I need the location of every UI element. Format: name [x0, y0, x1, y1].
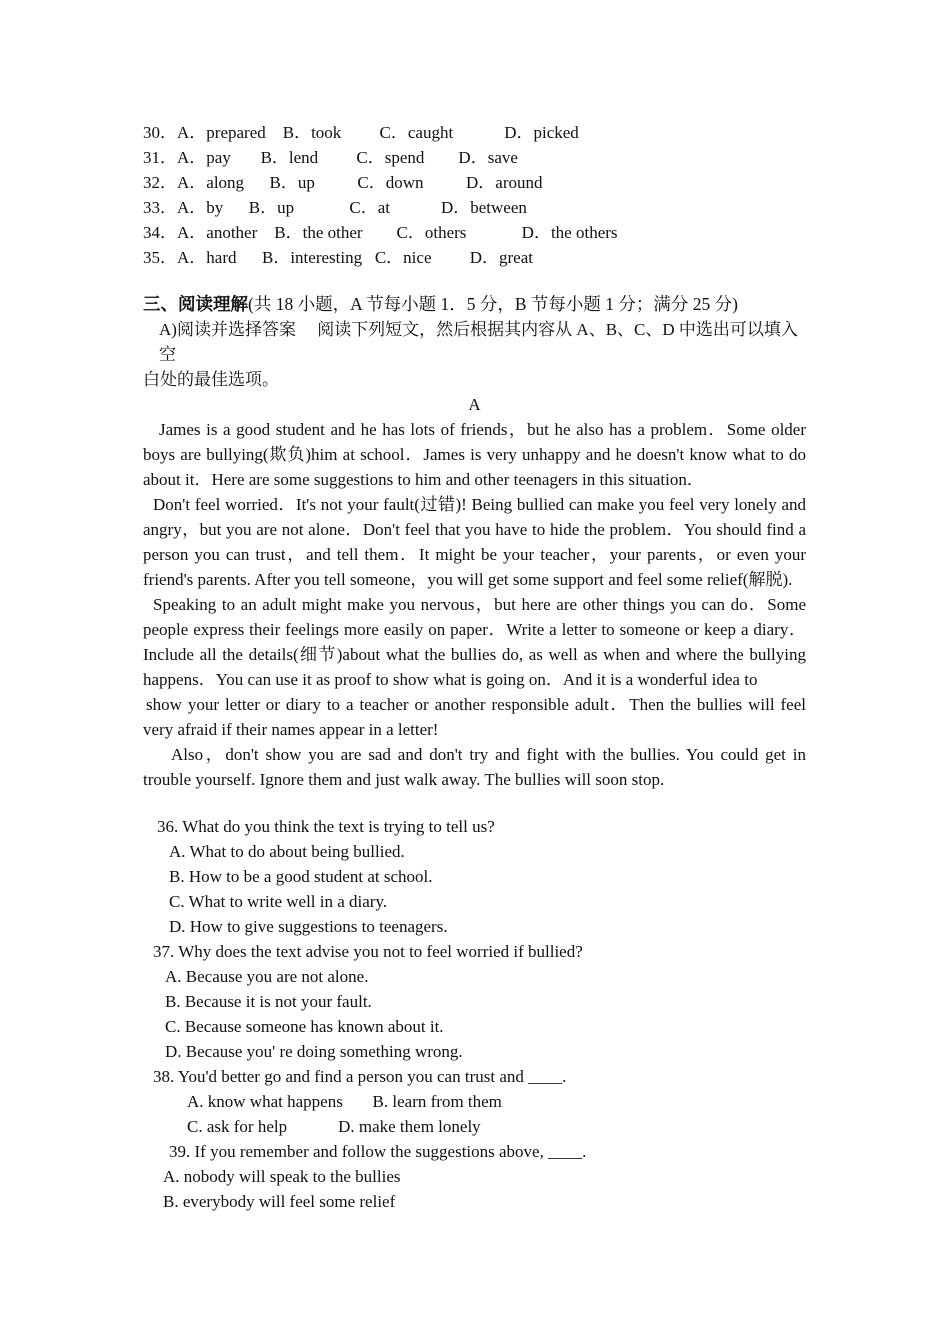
cloze-options-block [143, 120, 806, 270]
question-36-option-a: A. What to do about being bullied. [169, 842, 405, 861]
question-38-options-cd: C. ask for help D. make them lonely [187, 1117, 481, 1136]
section-instructions-line-1: A)阅读并选择答案 阅读下列短文，然后根据其内容从 A、B、C、D 中选出可以填入空 [159, 320, 798, 364]
section-instructions-line-2: 白处的最佳选项。 [143, 370, 279, 389]
passage-paragraph-3: Speaking to an adult might make you nervous，but here are other things you can do．Some people express their feelings more easily on paper．Write a letter to someone or keep a diary．Include all the details(细节)about what the bullies do, as well as when and where the bullying happens．You can use it as proof to show what is going on．And it is a wonderful idea to [143, 595, 806, 689]
comprehension-questions-block [143, 814, 806, 1214]
cloze-option-line-30: 30．A．prepared B．took C．caught D．picked [143, 123, 579, 142]
passage-paragraph-5: Also，don't show you are sad and don't try and fight with the bullies. You could get in trouble yourself. Ignore them and just walk away. The bullies will soon stop. [143, 745, 806, 789]
passage-paragraph-2: Don't feel worried．It's not your fault(过错)! Being bullied can make you feel very lonely and angry，but you are not alone．Don't feel that you have to hide the problem．You should find a person you can trust，and tell them．It might be your teacher，your parents，or even your friend's parents. After you tell someone，you will get some support and feel some relief(解脱). [143, 495, 806, 589]
passage-label: A [468, 395, 481, 414]
question-37-option-d: D. Because you' re doing something wrong. [165, 1042, 463, 1061]
section-heading-bold: 三、阅读理解 [143, 294, 248, 314]
cloze-option-line-31: 31．A．pay B．lend C．spend D．save [143, 148, 518, 167]
question-36-option-d: D. How to give suggestions to teenagers. [169, 917, 448, 936]
cloze-option-line-33: 33．A．by B．up C．at D．between [143, 198, 527, 217]
question-37: 37. Why does the text advise you not to feel worried if bullied? [153, 942, 583, 961]
question-38: 38. You'd better go and find a person you can trust and ____. [153, 1067, 567, 1086]
question-37-option-b: B. Because it is not your fault. [165, 992, 372, 1011]
question-36-option-c: C. What to write well in a diary. [169, 892, 388, 911]
question-39-option-b: B. everybody will feel some relief [163, 1192, 396, 1211]
question-39: 39. If you remember and follow the suggestions above, ____. [169, 1142, 587, 1161]
question-36: 36. What do you think the text is trying to tell us? [157, 817, 495, 836]
passage-paragraph-1: James is a good student and he has lots of friends，but he also has a problem．Some older boys are bullying(欺负)him at school．James is very unhappy and he doesn't know what to do about it．Here are some suggestions to him and other teenagers in this situation． [143, 420, 806, 489]
question-37-option-c: C. Because someone has known about it. [165, 1017, 444, 1036]
question-39-option-a: A. nobody will speak to the bullies [163, 1167, 401, 1186]
section-heading-rest: (共 18 小题，A 节每小题 1．5 分，B 节每小题 1 分；满分 25 分) [248, 294, 738, 314]
cloze-option-line-32: 32．A．along B．up C．down D．around [143, 173, 543, 192]
question-36-option-b: B. How to be a good student at school. [169, 867, 433, 886]
question-38-options-ab: A. know what happens B. learn from them [187, 1092, 502, 1111]
section-heading [143, 292, 806, 317]
passage-paragraph-4: show your letter or diary to a teacher or another responsible adult．Then the bullies will feel very afraid if their names appear in a letter! [143, 695, 806, 739]
cloze-option-line-34: 34．A．another B．the other C．others D．the others [143, 223, 618, 242]
cloze-option-line-35: 35．A．hard B．interesting C．nice D．great [143, 248, 533, 267]
question-37-option-a: A. Because you are not alone. [165, 967, 369, 986]
